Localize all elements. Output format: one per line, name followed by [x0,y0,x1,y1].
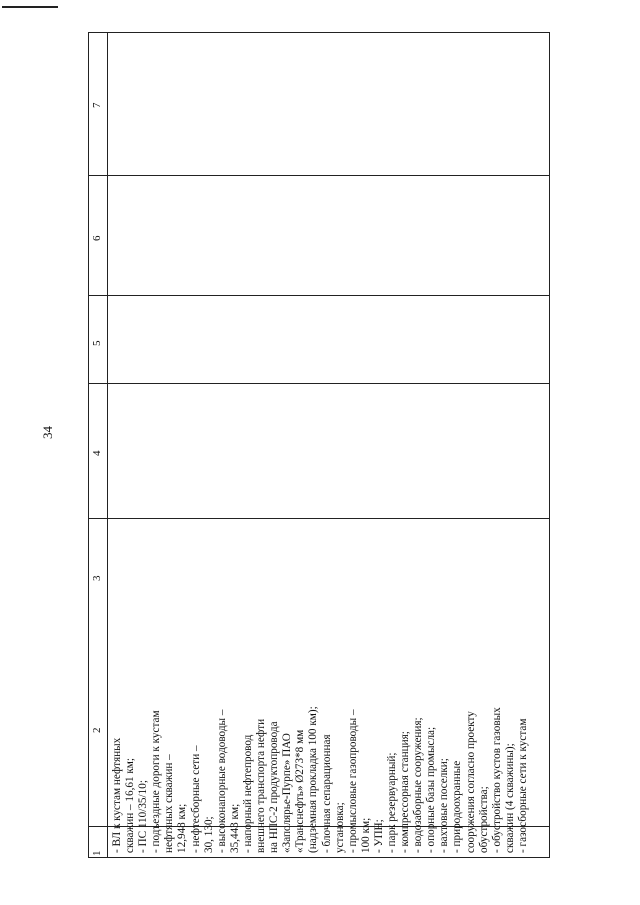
column-number-4: 4 [91,450,103,456]
row-divider-4-5 [89,295,549,296]
column-2-line: - компрессорная станция; [399,731,412,853]
column-2-line: - промысловые газопроводы – [346,709,359,853]
column-2-line: сооружения согласно проекту [464,711,477,853]
column-number-6: 6 [91,235,103,241]
column-number-5: 5 [91,340,103,346]
column-2-line: - УПН; [372,819,385,853]
column-2-line: 35,443 км; [228,803,241,853]
column-2-line: - опорные базы промысла; [425,726,438,853]
column-2-line: - природоохранные [451,760,464,853]
column-2-line: - водозаборные сооружения; [412,717,425,853]
column-2-line: 30, 130; [202,816,215,853]
column-2-line: - напорный нефтепровод [241,734,254,853]
column-2-line: - парк резервуарный; [385,752,398,853]
column-2-line: «Транснефть» Ø273*8 мм [294,729,307,853]
column-2-line: - газосборные сети к кустам [516,718,529,853]
column-2-line: нефтяных скважин – [163,754,176,853]
column-number-2: 2 [91,727,103,733]
column-2-line: - вахтовые поселки; [438,758,451,853]
row-divider-5-6 [89,175,549,176]
column-2-line: установка; [333,802,346,853]
column-2-line: - ВЛ к кустам нефтяных [111,737,123,853]
column-2-line: на НПС-2 продуктопровода [268,721,281,853]
row-divider-3-4 [89,383,549,384]
column-number-1: 1 [91,850,103,856]
column-2-line: «Заполярье-Пурпе» ПАО [281,733,294,853]
column-2-line: (надземная прокладка 100 км); [307,706,320,853]
column-2-line: - подъездные дороги к кустам [150,710,163,853]
column-2-line: скважин (4 скважины); [503,743,516,853]
row-divider-2-3 [89,518,549,519]
column-2-line: 12,948 км; [176,803,189,853]
column-number-7: 7 [91,102,103,108]
top-rule [2,6,58,8]
column-2-line: - блочная сепарационная [320,734,333,853]
column-2-line: обустройства; [477,786,490,853]
column-2-text [111,629,530,853]
column-number-3: 3 [91,575,103,581]
column-2-line: внешнего транспорта нефти [255,718,268,853]
header-divider [107,33,108,857]
column-2-line: - ПС 110/35/10; [137,780,150,853]
page-number: 34 [40,426,55,439]
column-2-line: - нефтесборные сети – [189,745,202,853]
column-2-line: 100 км; [359,817,372,853]
column-2-line: - обустройство кустов газовых [490,707,503,853]
column-2-line: - высоконапорные водоводы – [215,709,228,853]
column-2-line: скважин – 16,61 км; [124,758,137,853]
